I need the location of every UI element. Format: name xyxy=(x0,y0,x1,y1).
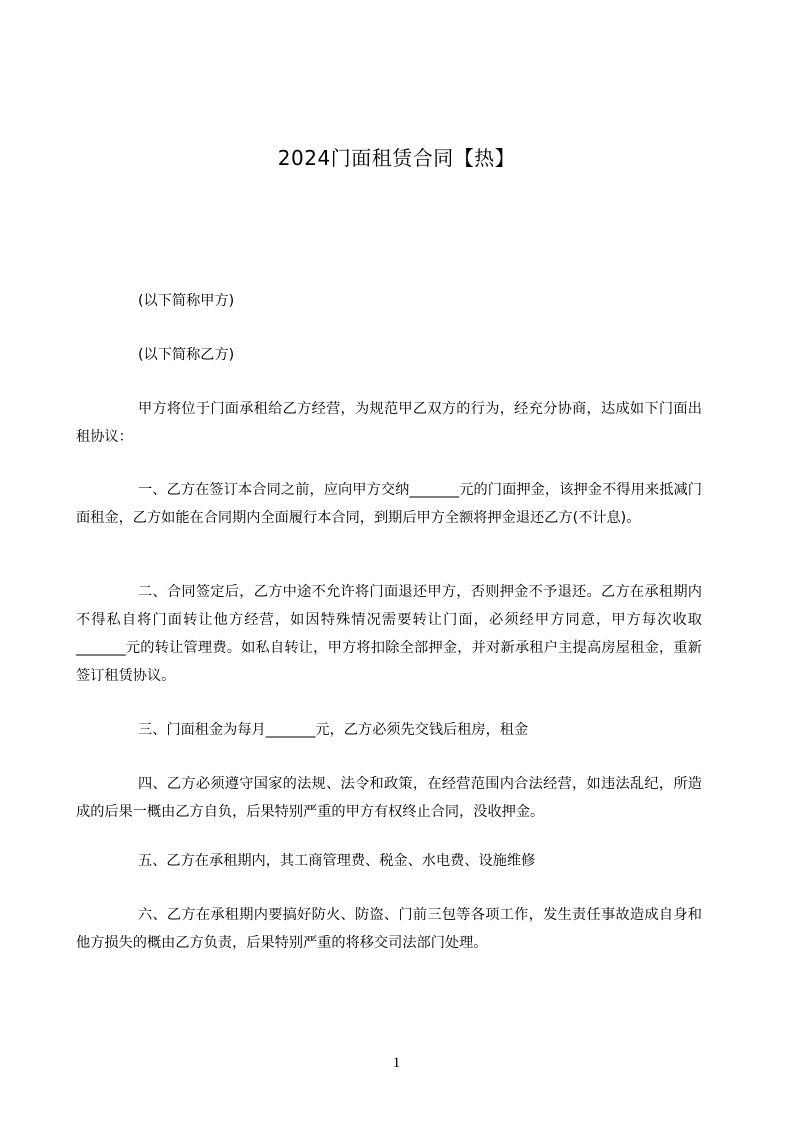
party-b-line: (以下简称乙方) xyxy=(138,347,235,363)
intro-paragraph: 甲方将位于门面承租给乙方经营，为规范甲乙双方的行为，经充分协商，达成如下门面出租协议： xyxy=(76,401,702,445)
clause-5-paragraph: 五、乙方在承租期内，其工商管理费、税金、水电费、设施维修 xyxy=(138,853,536,869)
clause-1-paragraph: 一、乙方在签订本合同之前，应向甲方交纳_______元的门面押金，该押金不得用来抵减门面租金，乙方如能在合同期内全面履行本合同，到期后甲方全额将押金退还乙方(不计息)。 xyxy=(76,482,702,526)
clause-3-paragraph: 三、门面租金为每月_______元，乙方必须先交钱后租房，租金 xyxy=(138,722,529,738)
party-a-line: (以下简称甲方) xyxy=(138,293,235,309)
clause-6-paragraph: 六、乙方在承租期内要搞好防火、防盗、门前三包等各项工作，发生责任事故造成自身和他方损失的概由乙方负责，后果特别严重的将移交司法部门处理。 xyxy=(76,907,702,951)
page-number: 1 xyxy=(392,1055,401,1071)
clause-4-paragraph: 四、乙方必须遵守国家的法规、法令和政策，在经营范围内合法经营，如违法乱纪，所造成的后果一概由乙方自负，后果特别严重的甲方有权终止合同，没收押金。 xyxy=(76,776,702,820)
document-title: 2024门面租赁合同【热】 xyxy=(277,146,516,170)
clause-2-paragraph: 二、合同签定后，乙方中途不允许将门面退还甲方，否则押金不予退还。乙方在承租期内不得私自将门面转让他方经营，如因特殊情况需要转让门面，必须经甲方同意，甲方每次收取_______元的转让管理费。如私自转让，甲方将扣除全部押金，并对新承租户主提高房屋租金，重新签订租赁协议。 xyxy=(76,584,702,684)
